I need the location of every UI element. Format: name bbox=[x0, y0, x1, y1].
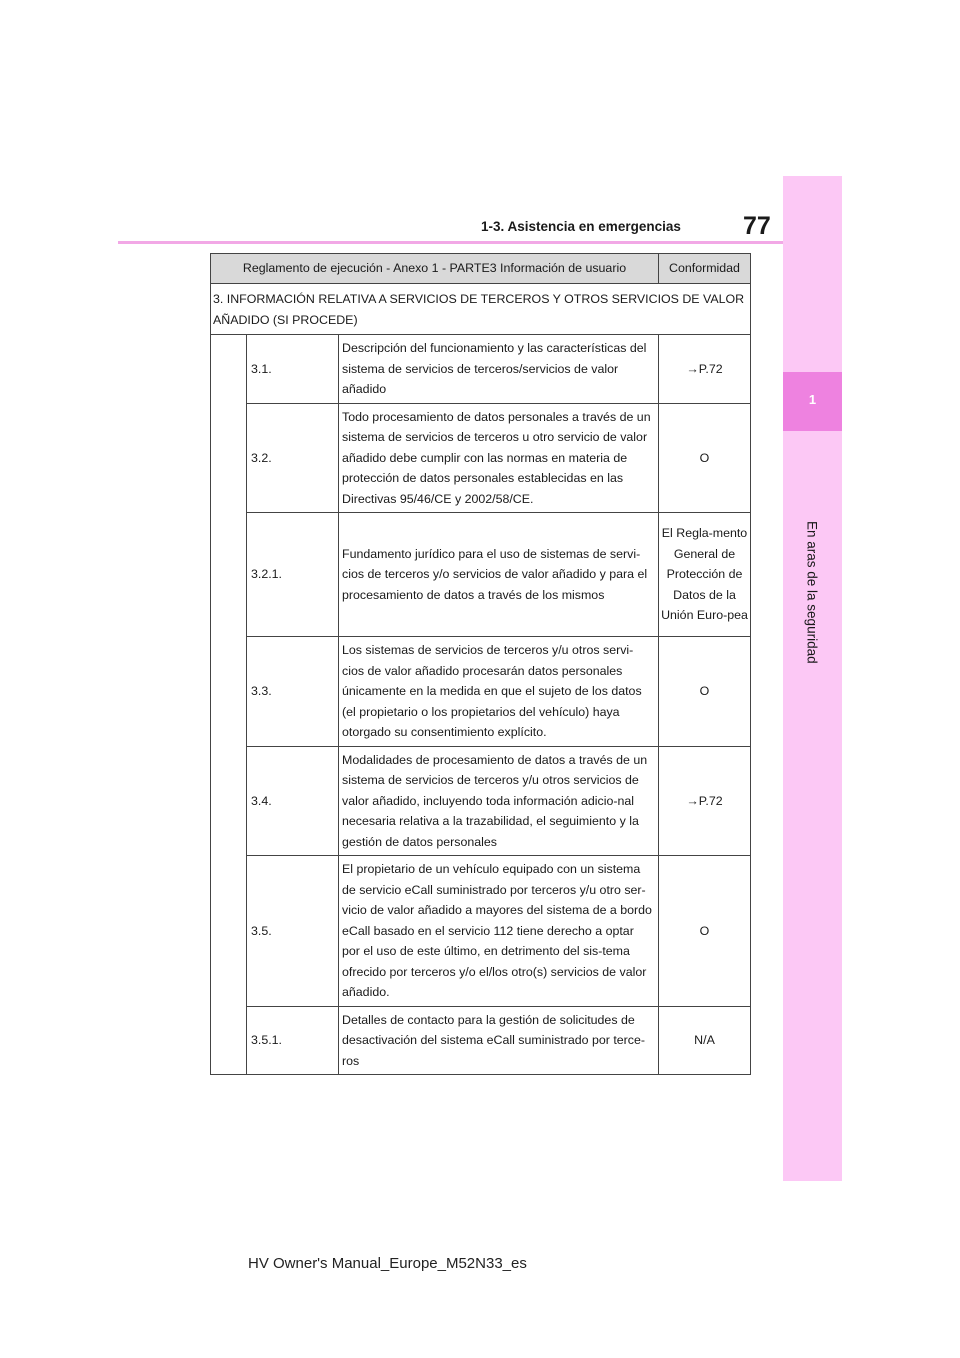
section-intro: 3. INFORMACIÓN RELATIVA A SERVICIOS DE TERCEROS Y OTROS SERVICIOS DE VALOR AÑADIDO (SI PROCEDE) bbox=[211, 284, 751, 335]
indent-cell bbox=[211, 335, 247, 1075]
table-row bbox=[211, 403, 751, 513]
row-description: Detalles de contacto para la gestión de solicitudes de desactivación del sistema eCall suministrado por terce-ros bbox=[339, 1006, 659, 1075]
row-description: Descripción del funcionamiento y las características del sistema de servicios de terceros/servicios de valor añadido bbox=[339, 335, 659, 404]
row-conformity: N/A bbox=[659, 1006, 751, 1075]
table-row bbox=[211, 856, 751, 1007]
row-description: El propietario de un vehículo equipado con un sistema de servicio eCall suministrado por terceros y/u otro ser-vicio de valor añadido a mayores del sistema de a bordo eCall basado en el servicio 112 tiene derecho a optar por el uso de este último, en detrimento del sis-tema ofrecido por terceros y/o el/los otro(s) servicios de valor añadido. bbox=[339, 856, 659, 1007]
row-description: Los sistemas de servicios de terceros y/u otros servi-cios de valor añadido procesarán datos personales únicamente en la medida en que el sujeto de los datos (el propietario o los propietarios del vehículo) haya otorgado su consentimiento explícito. bbox=[339, 637, 659, 747]
chapter-number: 1 bbox=[808, 392, 817, 407]
row-number: 3.5. bbox=[247, 856, 339, 1007]
table-header-row bbox=[211, 254, 751, 284]
table-row bbox=[211, 746, 751, 856]
table-intro-row bbox=[211, 284, 751, 335]
row-conformity: →P.72 bbox=[659, 335, 751, 404]
row-number: 3.1. bbox=[247, 335, 339, 404]
row-conformity: El Regla-mento General de Protección de Datos de la Unión Euro-pea bbox=[659, 513, 751, 637]
column-header-regulation: Reglamento de ejecución - Anexo 1 - PARTE3 Información de usuario bbox=[211, 254, 659, 284]
section-title: 1-3. Asistencia en emergencias bbox=[481, 219, 681, 234]
page-number: 77 bbox=[743, 212, 771, 240]
column-header-conformity: Conformidad bbox=[659, 254, 751, 284]
row-conformity: O bbox=[659, 403, 751, 513]
row-number: 3.5.1. bbox=[247, 1006, 339, 1075]
row-conformity: O bbox=[659, 856, 751, 1007]
conformity-table bbox=[210, 253, 751, 1075]
row-number: 3.2.1. bbox=[247, 513, 339, 637]
row-conformity: →P.72 bbox=[659, 746, 751, 856]
row-number: 3.4. bbox=[247, 746, 339, 856]
table-row bbox=[211, 637, 751, 747]
row-number: 3.3. bbox=[247, 637, 339, 747]
header-divider bbox=[118, 241, 783, 244]
chapter-label: En aras de la seguridad bbox=[804, 521, 820, 664]
row-description: Fundamento jurídico para el uso de sistemas de servi-cios de terceros y/o servicios de valor añadido y para el procesamiento de datos a través de los mismos bbox=[339, 513, 659, 637]
chapter-side-tab bbox=[783, 176, 842, 1181]
document-footer: HV Owner's Manual_Europe_M52N33_es bbox=[248, 1255, 527, 1272]
row-description: Modalidades de procesamiento de datos a través de un sistema de servicios de terceros y/u otros servicios de valor añadido, incluyendo toda información adicio-nal necesaria relativa a la trazabilidad, el seguimiento y la gestión de datos personales bbox=[339, 746, 659, 856]
row-conformity: O bbox=[659, 637, 751, 747]
table-row bbox=[211, 1006, 751, 1075]
row-description: Todo procesamiento de datos personales a través de un sistema de servicios de terceros u otro servicio de valor añadido debe cumplir con las normas en materia de protección de datos personales establecidas en las Directivas 95/46/CE y 2002/58/CE. bbox=[339, 403, 659, 513]
table-row bbox=[211, 335, 751, 404]
row-number: 3.2. bbox=[247, 403, 339, 513]
table-row bbox=[211, 513, 751, 637]
